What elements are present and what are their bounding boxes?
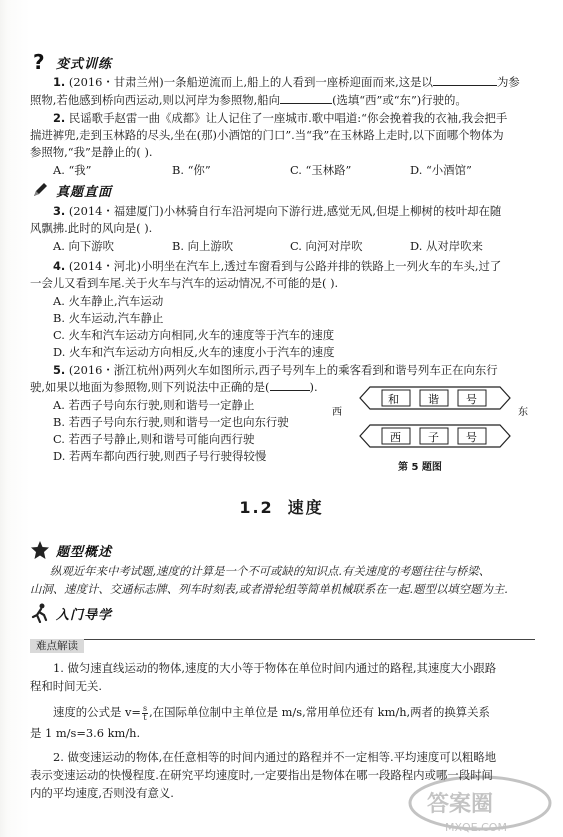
svg-text:MXQE.COM: MXQE.COM [445, 821, 507, 834]
svg-text:答案圈: 答案圈 [427, 792, 494, 817]
q5-option-a: A. 若西子号向东行驶,则和谐号一定静止 [53, 398, 255, 412]
intro-unit-line: 是 1 m/s=3.6 km/h. [30, 726, 141, 740]
q2-option-d: D. “小酒馆” [410, 163, 472, 177]
east-label: 东 [518, 407, 528, 418]
section-overview-header [30, 540, 112, 560]
q3-option-b: B. 向上游吹 [172, 239, 234, 253]
section-real-exam-header [30, 180, 112, 200]
train1-car3-label: 号 [466, 393, 477, 406]
section-intro-header [30, 603, 112, 623]
train2-car1-label: 西 [390, 431, 401, 444]
q4-option-b: B. 火车运动,汽车静止 [53, 311, 164, 325]
west-label: 西 [332, 407, 342, 418]
overview-line1: 纵观近年来中考试题,速度的计算是一个不可或缺的知识点.有关速度的考题往往与桥梁、 [50, 564, 491, 578]
q2-line3: 参照物,“我”是静止的( ). [30, 145, 153, 159]
harmony-train [360, 387, 510, 409]
train2-car3-label: 号 [466, 431, 477, 444]
q2-option-c: C. “玉林路” [290, 163, 352, 177]
overview-line2: 山洞、速度计、交通标志牌、列车时刻表,或者滑轮组等简单机械联系在一起.题型以填空题为主. [30, 582, 508, 596]
train1-car2-label: 谐 [428, 393, 439, 406]
q3-line1: 3. (2014・福建厦门)小林骑自行车沿河堤向下游行进,感觉无风,但堤上柳树的枝叶却在随 [53, 204, 502, 218]
q2-line1: 2. 民谣歌手赵雷一曲《成都》让人记住了一座城市.歌中唱道:“你会挽着我的衣袖,我会把手 [53, 111, 508, 125]
q5-option-d: D. 若两车都向西行驶,则西子号行驶得较慢 [53, 449, 267, 463]
figure-caption: 第 5 题图 [398, 462, 442, 473]
q3-option-a: A. 向下游吹 [53, 239, 115, 253]
intro-formula-line: 速度的公式是 v= $\frac{s}{t}$ ,在国际单位制中主单位是 m/s,常用单位还有 km/h,两者的换算关系 [53, 703, 490, 722]
answer-blank[interactable] [280, 92, 332, 104]
q4-option-c: C. 火车和汽车运动方向相同,火车的速度等于汽车的速度 [53, 328, 335, 342]
watermark-logo [405, 773, 555, 835]
q3-option-d: D. 从对岸吹来 [410, 239, 483, 253]
question-mark-icon [30, 52, 50, 72]
intro-p2-line1: 2. 做变速运动的物体,在任意相等的时间内通过的路程并不一定相等.平均速度可以粗略地 [53, 750, 497, 764]
q4-line1: 4. (2014・河北)小明坐在汽车上,透过车窗看到与公路并排的铁路上一列火车的车头,过了 [53, 259, 502, 273]
intro-p1-line2: 程和时间无关. [30, 679, 102, 693]
difficulty-tag: 难点解读 [30, 639, 84, 653]
train-figure [330, 382, 530, 460]
q3-line2: 风飘拂.此时的风向是( ). [30, 221, 153, 235]
xizi-train [360, 425, 510, 447]
q5-option-b: B. 若西子号向东行驶,则和谐号一定也向东行驶 [53, 415, 289, 429]
q2-line2: 揣进裤兜,走到玉林路的尽头,坐在(那)小酒馆的门口”.当“我”在玉林路上走时,以下面哪个物体为 [30, 128, 504, 142]
q2-option-b: B. “你” [172, 163, 211, 177]
train2-car2-label: 子 [428, 431, 439, 444]
chapter-title: 1.2 速度 [239, 498, 324, 517]
difficulty-bar [30, 639, 535, 654]
q2-option-a: A. “我” [53, 163, 92, 177]
section-variant-training-header [30, 52, 112, 72]
intro-p2-line2: 表示变速运动的快慢程度.在研究平均速度时,一定要指出是物体在哪一段路程内或哪一段时间 [30, 768, 493, 782]
section-title: 题型概述 [56, 544, 113, 560]
q5-line2: 驶,如果以地面为参照物,则下列说法中正确的是( ). [30, 380, 318, 394]
section-title: 入门导学 [56, 607, 113, 623]
q5-option-c: C. 若西子号静止,则和谐号可能向西行驶 [53, 432, 255, 446]
q1-line1: 1. (2016・甘肃兰州)一条船逆流而上,船上的人看到一座桥迎面而来,这是以 为参 [53, 75, 520, 89]
intro-p1-line1: 1. 做匀速直线运动的物体,速度的大小等于物体在单位时间内通过的路程,其速度大小跟路 [53, 661, 497, 675]
q4-line2: 一会儿又看到车尾.关于火车与汽车的运动情况,不可能的是( ). [30, 276, 339, 290]
q5-line1: 5. (2016・浙江杭州)两列火车如图所示,西子号列车上的乘客看到和谐号列车正在向东行 [53, 363, 498, 377]
svg-text:?: ? [33, 52, 45, 72]
section-title: 变式训练 [56, 56, 113, 72]
q1-line2: 照物,若他感到桥向西运动,则以河岸为参照物,船向 (选填“西”或“东”)行驶的。 [30, 93, 467, 107]
q3-option-c: C. 向河对岸吹 [290, 239, 363, 253]
q4-option-a: A. 火车静止,汽车运动 [53, 294, 164, 308]
formula-fraction: $\frac{s}{t}$ [142, 703, 148, 722]
pencil-icon [30, 180, 50, 200]
train1-car1-label: 和 [388, 393, 399, 406]
runner-icon [30, 603, 50, 623]
section-title: 真题直面 [56, 184, 113, 200]
intro-p2-line3: 内的平均速度,否则没有意义. [30, 786, 174, 800]
answer-blank[interactable] [433, 74, 497, 86]
answer-blank[interactable] [270, 379, 310, 391]
star-badge-icon [30, 540, 50, 560]
q4-option-d: D. 火车和汽车运动方向相反,火车的速度小于汽车的速度 [53, 345, 335, 359]
